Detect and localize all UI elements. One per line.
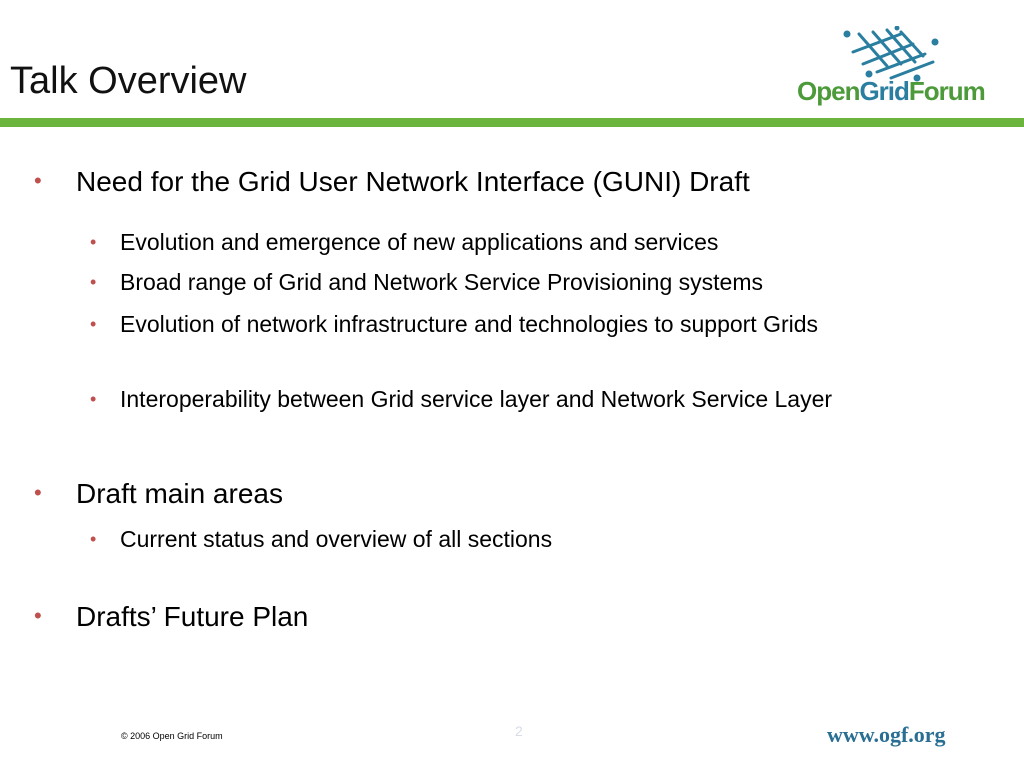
bullet-level2 (90, 522, 940, 556)
bullet-level2 (90, 265, 940, 299)
bullet-level2 (90, 307, 920, 341)
bullet-dot-icon: • (34, 480, 42, 505)
bullet-text: Drafts’ Future Plan (76, 601, 309, 632)
logo-text-forum: Forum (908, 76, 985, 106)
bullet-text: Need for the Grid User Network Interface (GUNI) Draft (76, 166, 750, 197)
slide-title: Talk Overview (10, 60, 247, 102)
bullet-text: Interoperability between Grid service layer and Network Service Layer (120, 386, 833, 412)
bullet-level2 (90, 225, 940, 259)
bullet-dot-icon: • (90, 232, 97, 252)
footer-url: www.ogf.org (827, 722, 946, 747)
bullet-text: Evolution of network infrastructure and technologies to support Grids (120, 311, 819, 337)
bullet-dot-icon: • (90, 314, 97, 334)
bullet-text: Draft main areas (76, 478, 283, 509)
bullet-level1 (34, 166, 750, 198)
bullet-dot-icon: • (90, 529, 97, 549)
bullet-level1 (34, 601, 309, 633)
bullet-dot-icon: • (90, 389, 97, 409)
bullet-level1 (34, 478, 283, 510)
bullet-text: Current status and overview of all sections (120, 526, 553, 552)
bullet-dot-icon: • (90, 272, 97, 292)
page-number: 2 (515, 723, 523, 739)
footer-copyright: © 2006 Open Grid Forum (121, 731, 223, 741)
bullet-dot-icon: • (34, 603, 42, 628)
logo-text-grid: Grid (859, 76, 909, 106)
logo-text-open: Open (797, 76, 860, 106)
bullet-level2 (90, 382, 930, 416)
bullet-text: Evolution and emergence of new applications and services (120, 229, 719, 255)
bullet-text: Broad range of Grid and Network Service Provisioning systems (120, 269, 764, 295)
bullet-dot-icon: • (34, 168, 42, 193)
